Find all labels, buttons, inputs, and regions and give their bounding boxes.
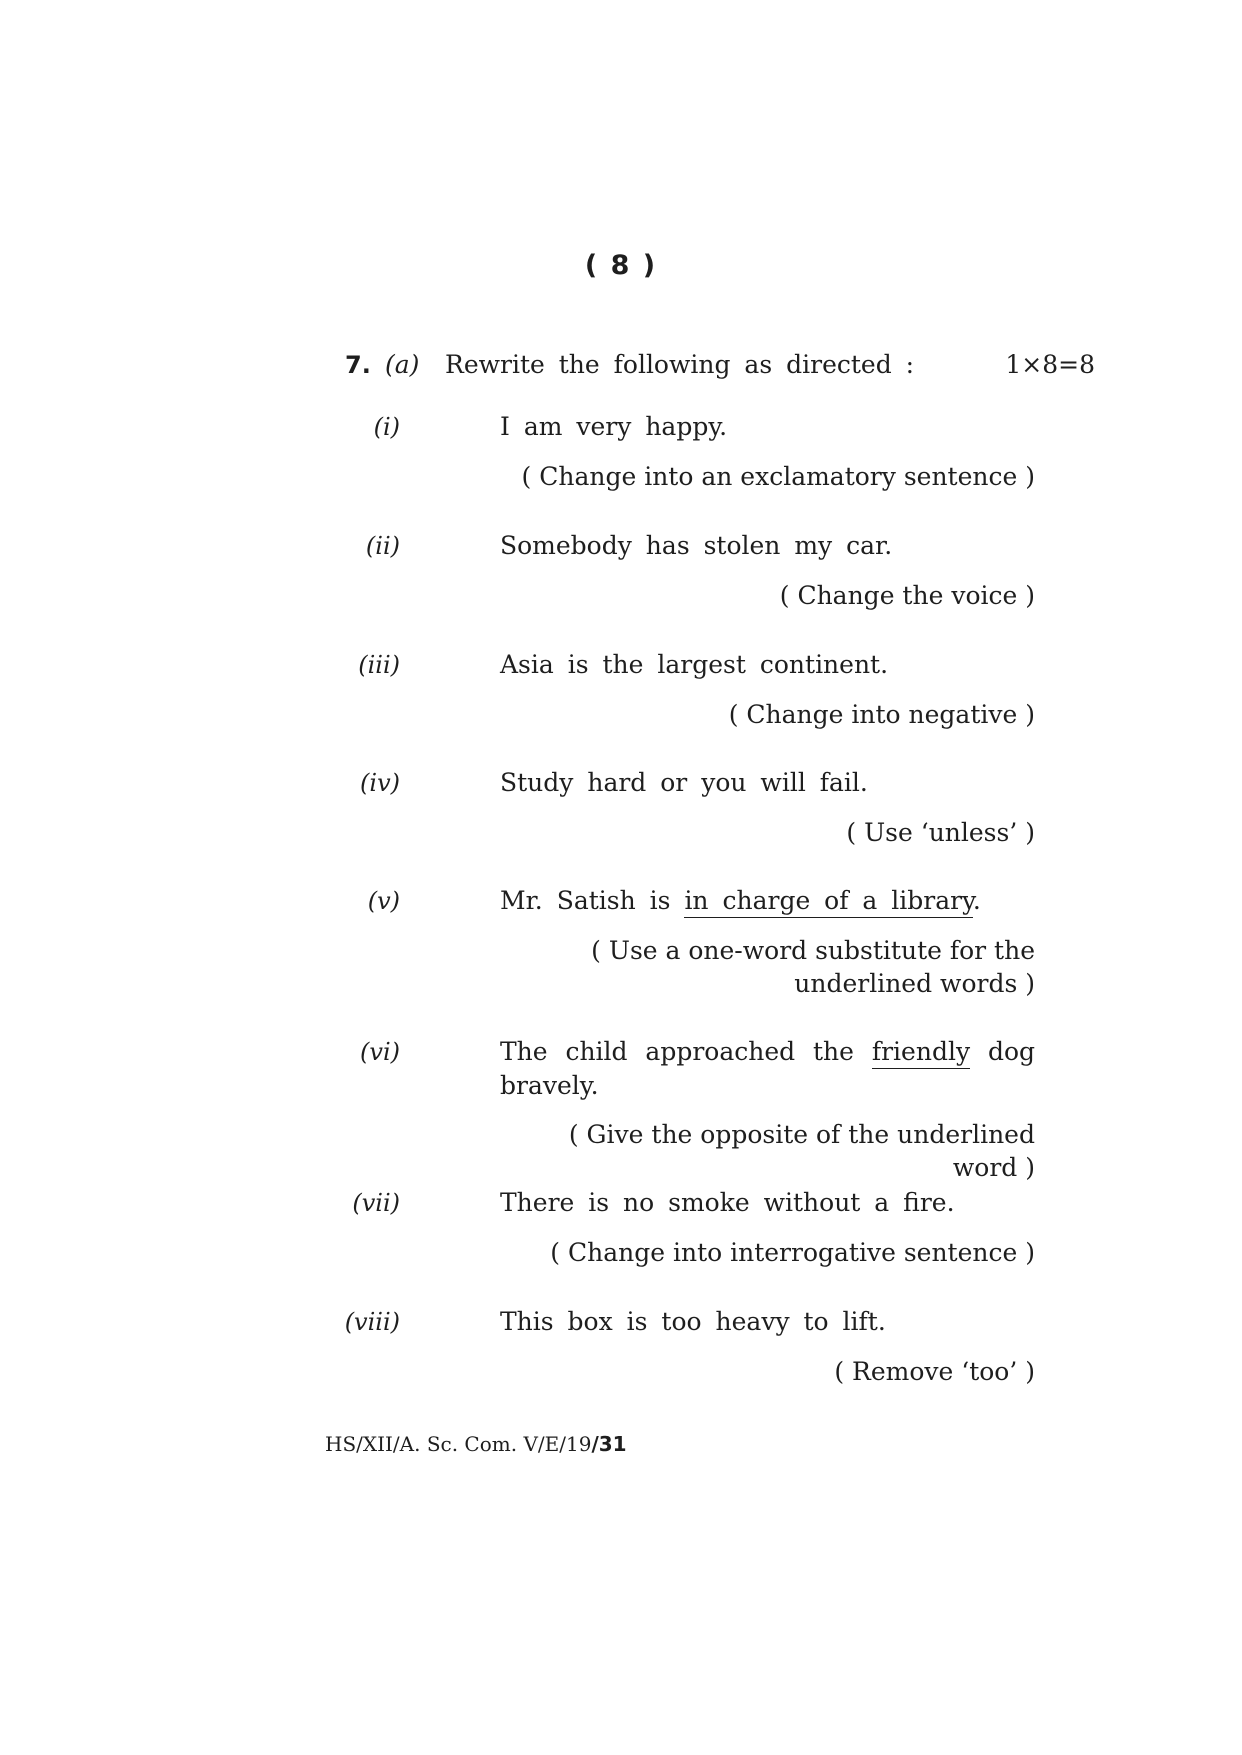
item-number: (vii) [352, 1189, 400, 1217]
question-number: 7. [345, 351, 371, 379]
item-direction: ( Change the voice ) [779, 581, 1035, 610]
sentence-text: Mr. Satish is [500, 886, 671, 915]
footer-code [325, 1432, 627, 1456]
item-sentence: Somebody has stolen my car. [500, 531, 893, 560]
item-number: (vi) [360, 1038, 400, 1066]
underlined-phrase: in charge of a library [684, 886, 972, 918]
sentence-text: dog bravely. [500, 1037, 1035, 1100]
question-instruction: Rewrite the following as directed : [445, 350, 915, 379]
item-sentence: There is no smoke without a fire. [500, 1188, 955, 1217]
item-sentence: Asia is the largest continent. [500, 650, 889, 679]
item-number: (v) [367, 887, 400, 915]
direction-line: underlined words ) [794, 969, 1035, 998]
item-direction [500, 934, 1035, 1000]
item-number: (i) [373, 413, 400, 441]
question-part: (a) [385, 350, 420, 379]
item-sentence [500, 1035, 1035, 1103]
item-number: (viii) [344, 1308, 400, 1336]
item-direction: ( Change into an exclamatory sentence ) [521, 462, 1035, 491]
item-sentence: Study hard or you will fail. [500, 768, 868, 797]
item-direction: ( Change into interrogative sentence ) [550, 1238, 1035, 1267]
item-number: (iv) [360, 769, 400, 797]
item-number: (iii) [358, 651, 400, 679]
item-direction: ( Give the opposite of the underlined word ) [568, 1120, 1035, 1182]
item-direction: ( Use ‘unless’ ) [846, 818, 1035, 847]
sentence-text: The child approached the [500, 1037, 854, 1066]
item-direction: ( Change into negative ) [728, 700, 1035, 729]
footer-page: /31 [591, 1432, 627, 1456]
item-sentence [500, 884, 1035, 918]
question-marks: 1×8=8 [1005, 350, 1095, 379]
sentence-text: . [972, 886, 981, 915]
item-sentence: I am very happy. [500, 412, 728, 441]
item-sentence: This box is too heavy to lift. [500, 1307, 886, 1336]
footer-code-text: HS/XII/A. Sc. Com. V/E/19 [325, 1432, 592, 1456]
item-number: (ii) [365, 532, 400, 560]
underlined-word: friendly [872, 1037, 970, 1069]
item-direction: ( Remove ‘too’ ) [834, 1357, 1035, 1386]
direction-line: ( Use a one-word substitute for the [591, 936, 1035, 965]
page-number: ( 8 ) [584, 250, 658, 281]
